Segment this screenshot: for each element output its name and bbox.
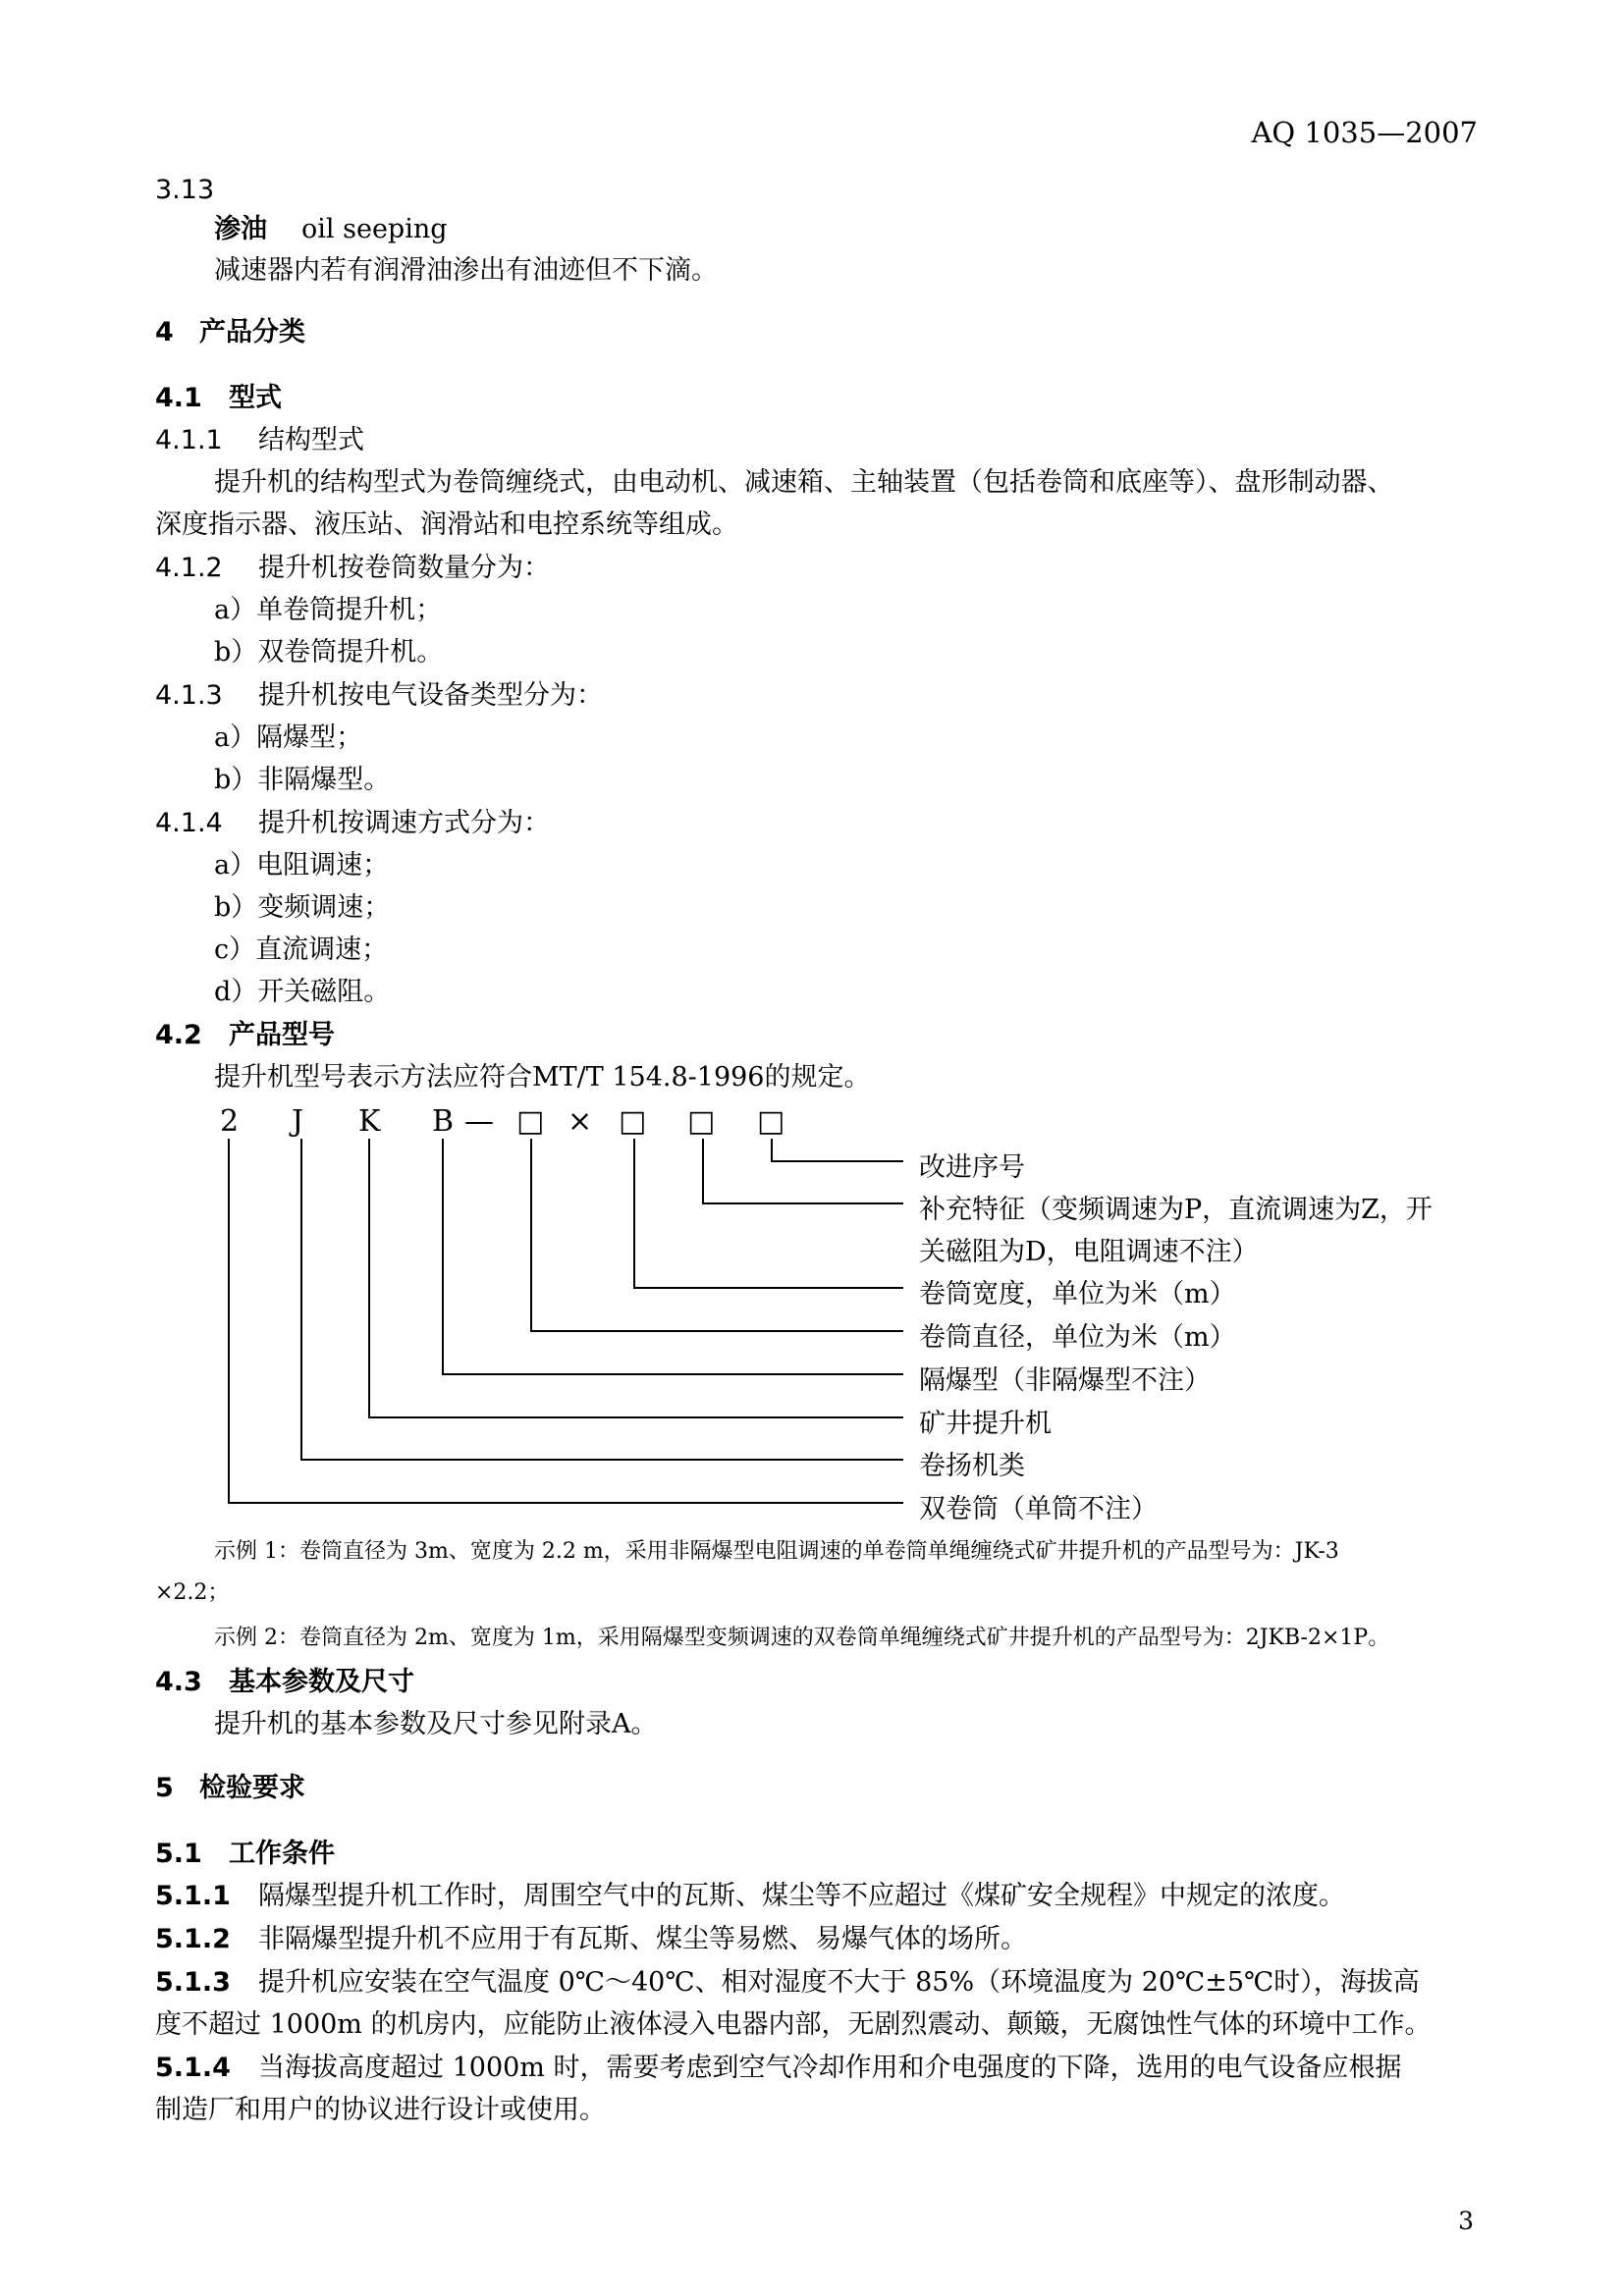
list-item: b）双卷筒提升机。 xyxy=(214,637,444,667)
paragraph-line: 提升机的基本参数及尺寸参见附录A。 xyxy=(214,1709,658,1739)
section-number: 4.2 xyxy=(155,1020,202,1050)
section-title: 型式 xyxy=(229,383,282,413)
paragraph-line: 深度指示器、液压站、润滑站和电控系统等组成。 xyxy=(155,509,738,540)
code-label-mine-hoist: 矿井提升机 xyxy=(919,1409,1052,1439)
example-1: 示例 1：卷筒直径为 3m、宽度为 2.2 m，采用非隔爆型电阻调速的单卷筒单绳缠绕式矿井提升机的产品型号为：JK-3 xyxy=(214,1539,1339,1564)
clause-number: 4.1.4 xyxy=(155,808,223,838)
example-1-cont: ×2.2； xyxy=(155,1580,230,1605)
code-label-feature-cont: 关磁阻为D，电阻调速不注） xyxy=(919,1237,1259,1267)
section-number: 5 xyxy=(155,1773,174,1803)
code-dash: — xyxy=(464,1104,494,1139)
code-box-width: □ xyxy=(619,1104,647,1139)
clause-number: 5.1.3 xyxy=(155,1967,231,1998)
section-title: 产品型号 xyxy=(229,1020,335,1050)
clause-title: 结构型式 xyxy=(258,425,364,455)
code-label-double-drum: 双卷筒（单筒不注） xyxy=(919,1494,1158,1524)
example-2: 示例 2：卷筒直径为 2m、宽度为 1m，采用隔爆型变频调速的双卷筒单绳缠绕式矿井提升机的产品型号为：2JKB-2×1P。 xyxy=(214,1626,1390,1650)
term-definition: 减速器内若有润滑油渗出有油迹但不下滴。 xyxy=(214,255,718,286)
list-item: b）非隔爆型。 xyxy=(214,765,391,795)
list-item: d）开关磁阻。 xyxy=(214,977,391,1007)
paragraph-line: 提升机应安装在空气温度 0℃～40℃、相对湿度不大于 85%（环境温度为 20℃±5℃时），海拔高 xyxy=(258,1967,1420,1998)
code-label-revision: 改进序号 xyxy=(919,1152,1025,1183)
section-title: 基本参数及尺寸 xyxy=(229,1667,414,1697)
paragraph-line: 提升机的结构型式为卷筒缠绕式，由电动机、减速箱、主轴装置（包括卷筒和底座等）、盘形制动器、 xyxy=(214,467,1394,498)
clause-number: 3.13 xyxy=(155,175,215,205)
section-number: 4.3 xyxy=(155,1667,202,1697)
section-number: 4.1 xyxy=(155,383,202,413)
code-label-width: 卷筒宽度，单位为米（m） xyxy=(919,1279,1236,1309)
code-times: × xyxy=(568,1104,593,1139)
clause-number: 5.1.1 xyxy=(155,1881,231,1911)
page-number: 3 xyxy=(1458,2207,1474,2235)
clause-title: 提升机按调速方式分为： xyxy=(258,808,550,838)
code-label-diameter: 卷筒直径，单位为米（m） xyxy=(919,1322,1236,1353)
paragraph-line: 制造厂和用户的协议进行设计或使用。 xyxy=(155,2095,606,2125)
code-char-k: K xyxy=(358,1104,381,1139)
section-number: 5.1 xyxy=(155,1839,202,1869)
section-number: 4 xyxy=(155,317,174,347)
term-english: oil seeping xyxy=(301,214,448,244)
standard-number: AQ 1035—2007 xyxy=(1251,116,1478,149)
code-char-b: B xyxy=(432,1104,455,1139)
code-box-diameter: □ xyxy=(516,1104,545,1139)
list-item: a）隔爆型； xyxy=(214,722,363,753)
section-title: 检验要求 xyxy=(199,1773,305,1803)
paragraph-line: 非隔爆型提升机不应用于有瓦斯、煤尘等易燃、易爆气体的场所。 xyxy=(258,1924,1027,1954)
clause-number: 4.1.3 xyxy=(155,680,223,711)
paragraph-line: 提升机型号表示方法应符合MT/T 154.8-1996的规定。 xyxy=(214,1062,871,1093)
list-item: c）直流调速； xyxy=(214,934,389,965)
clause-number: 4.1.2 xyxy=(155,553,223,583)
clause-title: 提升机按电气设备类型分为： xyxy=(258,680,603,711)
section-title: 工作条件 xyxy=(229,1839,335,1869)
section-title: 产品分类 xyxy=(199,317,305,347)
code-label-feature: 补充特征（变频调速为P，直流调速为Z，开 xyxy=(919,1195,1433,1225)
code-char-2: 2 xyxy=(220,1104,240,1139)
clause-number: 5.1.4 xyxy=(155,2053,231,2083)
term-chinese: 渗油 xyxy=(214,214,267,244)
paragraph-line: 当海拔高度超过 1000m 时，需要考虑到空气冷却作用和介电强度的下降，选用的电气设备应根据 xyxy=(258,2053,1402,2083)
list-item: a）电阻调速； xyxy=(214,850,390,881)
code-label-explosion-proof: 隔爆型（非隔爆型不注） xyxy=(919,1365,1211,1396)
clause-number: 4.1.1 xyxy=(155,425,223,455)
paragraph-line: 度不超过 1000m 的机房内，应能防止液体浸入电器内部，无剧烈震动、颠簸，无腐蚀性气体的环境中工作。 xyxy=(155,2009,1432,2040)
code-box-revision: □ xyxy=(757,1104,785,1139)
clause-title: 提升机按卷筒数量分为： xyxy=(258,553,550,583)
list-item: a）单卷筒提升机； xyxy=(214,595,443,625)
code-box-feature: □ xyxy=(687,1104,716,1139)
list-item: b）变频调速； xyxy=(214,892,391,923)
clause-number: 5.1.2 xyxy=(155,1924,231,1954)
paragraph-line: 隔爆型提升机工作时，周围空气中的瓦斯、煤尘等不应超过《煤矿安全规程》中规定的浓度。 xyxy=(258,1881,1345,1911)
code-label-winch-class: 卷扬机类 xyxy=(919,1451,1025,1481)
code-char-j: J xyxy=(292,1104,304,1139)
